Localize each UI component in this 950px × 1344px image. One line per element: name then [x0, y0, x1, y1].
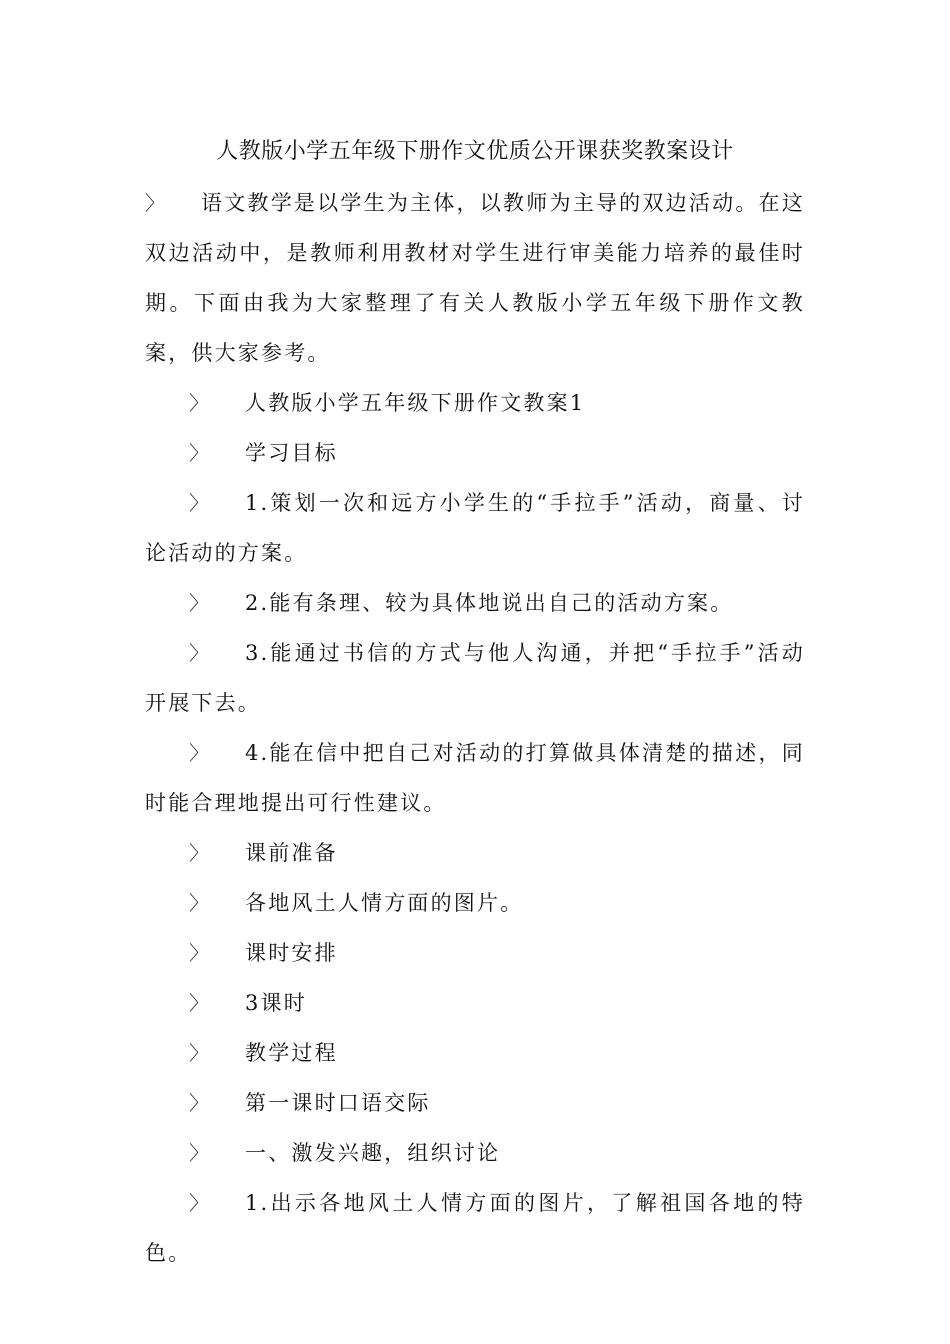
bullet-marker-icon: 〉 [189, 391, 212, 415]
paragraph [145, 1028, 805, 1078]
paragraph-text: 2.能有条理、较为具体地说出自己的活动方案。 [245, 591, 734, 615]
paragraph [145, 628, 805, 728]
paragraph [145, 478, 805, 578]
paragraph-text: 第一课时口语交际 [245, 1091, 431, 1115]
bullet-marker-icon: 〉 [189, 1141, 212, 1165]
bullet-marker-icon: 〉 [189, 591, 212, 615]
paragraph-text: 人教版小学五年级下册作文教案1 [245, 391, 586, 415]
paragraph-text: 一、激发兴趣，组织讨论 [245, 1141, 501, 1165]
paragraph [145, 178, 805, 378]
paragraph-text: 3课时 [245, 991, 307, 1015]
paragraph [145, 1078, 805, 1128]
document-title: 人教版小学五年级下册作文优质公开课获奖教案设计 [216, 139, 734, 164]
paragraph-text: 3.能通过书信的方式与他人沟通，并把“手拉手”活动开展下去。 [145, 641, 805, 715]
paragraph-text: 教学过程 [245, 1041, 338, 1065]
bullet-marker-icon: 〉 [189, 1091, 212, 1115]
paragraph-text: 学习目标 [245, 441, 338, 465]
paragraph [145, 878, 805, 928]
bullet-marker-icon: 〉 [189, 841, 212, 865]
paragraph [145, 578, 805, 628]
bullet-marker-icon: 〉 [189, 891, 212, 915]
bullet-marker-icon: 〉 [189, 491, 212, 515]
paragraph [145, 428, 805, 478]
bullet-marker-icon: 〉 [189, 741, 212, 765]
paragraph [145, 828, 805, 878]
bullet-marker-icon: 〉 [189, 1041, 212, 1065]
paragraph [145, 978, 805, 1028]
paragraph-text: 1.出示各地风土人情方面的图片，了解祖国各地的特色。 [145, 1191, 805, 1265]
bullet-marker-icon: 〉 [189, 991, 212, 1015]
paragraph-text: 1.策划一次和远方小学生的“手拉手”活动，商量、讨论活动的方案。 [145, 491, 805, 565]
paragraph-text: 语文教学是以学生为主体，以教师为主导的双边活动。在这双边活动中，是教师利用教材对学生进行审美能力培养的最佳时期。下面由我为大家整理了有关人教版小学五年级下册作文教案，供大家参考。 [145, 191, 805, 365]
bullet-marker-icon: 〉 [145, 191, 168, 215]
paragraph-text: 各地风土人情方面的图片。 [245, 891, 524, 915]
paragraph [145, 1128, 805, 1178]
paragraph [145, 1178, 805, 1278]
paragraph-text: 课时安排 [245, 941, 338, 965]
bullet-marker-icon: 〉 [189, 441, 212, 465]
bullet-marker-icon: 〉 [189, 641, 212, 665]
paragraph [145, 378, 805, 428]
paragraph-text: 课前准备 [245, 841, 338, 865]
paragraph [145, 728, 805, 828]
bullet-marker-icon: 〉 [189, 941, 212, 965]
paragraph [145, 928, 805, 978]
paragraph-text: 4.能在信中把自己对活动的打算做具体清楚的描述，同时能合理地提出可行性建议。 [145, 741, 805, 815]
bullet-marker-icon: 〉 [189, 1191, 212, 1215]
document-body [145, 178, 805, 1278]
